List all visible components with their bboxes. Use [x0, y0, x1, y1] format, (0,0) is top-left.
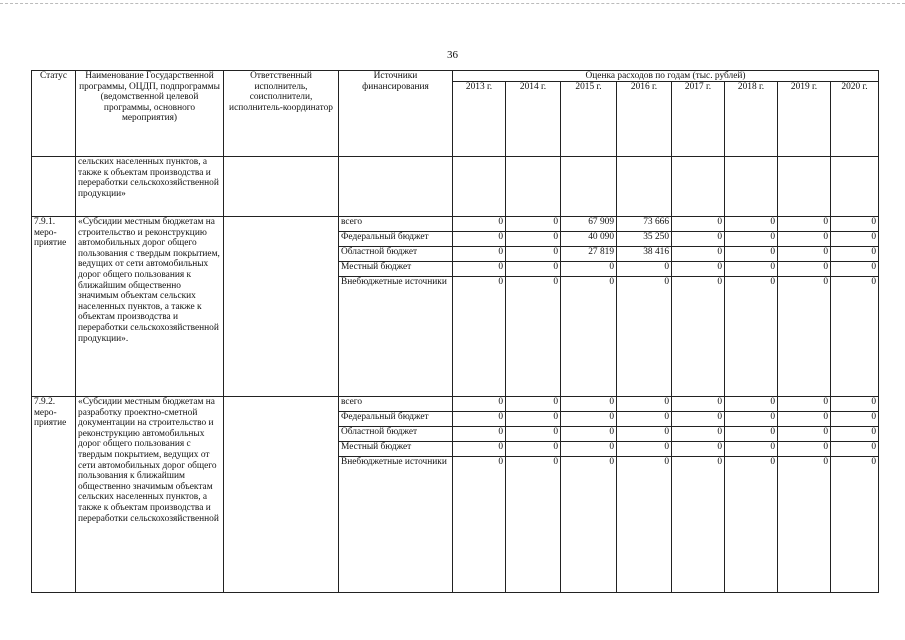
- value-cell: 0: [778, 427, 831, 442]
- value-cell: 0: [778, 412, 831, 427]
- header-year: 2014 г.: [506, 82, 561, 157]
- continuation-value-cell: [617, 157, 672, 217]
- value-cell: 0: [506, 247, 561, 262]
- page-number: 36: [447, 49, 458, 61]
- value-cell: 0: [561, 277, 617, 397]
- table-row: [32, 397, 879, 412]
- funding-source: Местный бюджет: [339, 262, 453, 277]
- value-cell: 0: [725, 427, 778, 442]
- continuation-value-cell: [506, 157, 561, 217]
- value-cell: 0: [672, 262, 725, 277]
- value-cell: 0: [561, 457, 617, 593]
- value-cell: 0: [453, 427, 506, 442]
- value-cell: 0: [725, 262, 778, 277]
- value-cell: 0: [561, 427, 617, 442]
- value-cell: 0: [617, 397, 672, 412]
- header-responsible: Ответственный исполнитель, соисполнители, исполнитель-координатор: [224, 71, 339, 157]
- value-cell: 0: [453, 412, 506, 427]
- value-cell: 0: [725, 397, 778, 412]
- header-estimate: Оценка расходов по годам (тыс. рублей): [453, 71, 879, 82]
- header-sources: Источники финансирования: [339, 71, 453, 157]
- value-cell: 0: [561, 412, 617, 427]
- funding-source: Местный бюджет: [339, 442, 453, 457]
- value-cell: 0: [725, 277, 778, 397]
- funding-source: Областной бюджет: [339, 247, 453, 262]
- value-cell: 0: [617, 442, 672, 457]
- continuation-responsible-cell: [224, 157, 339, 217]
- value-cell: 0: [831, 262, 879, 277]
- header-year: 2016 г.: [617, 82, 672, 157]
- value-cell: 35 250: [617, 232, 672, 247]
- header-year: 2013 г.: [453, 82, 506, 157]
- value-cell: 0: [672, 457, 725, 593]
- value-cell: 0: [778, 457, 831, 593]
- value-cell: 0: [561, 442, 617, 457]
- continuation-value-cell: [672, 157, 725, 217]
- value-cell: 0: [778, 277, 831, 397]
- value-cell: 0: [831, 457, 879, 593]
- status-cell: 7.9.1. меро-приятие: [32, 217, 76, 397]
- value-cell: 0: [506, 412, 561, 427]
- value-cell: 0: [672, 247, 725, 262]
- continuation-row: [32, 157, 879, 217]
- value-cell: 0: [561, 397, 617, 412]
- value-cell: 0: [453, 277, 506, 397]
- funding-source: Областной бюджет: [339, 427, 453, 442]
- measure-name: «Субсидии местным бюджетам на строительство и реконструкцию автомобильных дорог общего пользования с твердым покрытием, ведущих от сети автомобильных дорог общего пользования к ближайшим общественно значимым объектам сельских населенных пунктов, а также к объектам производства и переработки сельскохозяйственной продукции».: [76, 217, 224, 397]
- continuation-status-cell: [32, 157, 76, 217]
- header-status: Статус: [32, 71, 76, 157]
- value-cell: 0: [831, 247, 879, 262]
- value-cell: 0: [506, 397, 561, 412]
- value-cell: 0: [506, 277, 561, 397]
- value-cell: 40 090: [561, 232, 617, 247]
- continuation-source-cell: [339, 157, 453, 217]
- header-name: Наименование Государственной программы, ОЦДП, подпрограммы (ведомственной целевой программы, основного мероприятия): [76, 71, 224, 157]
- value-cell: 0: [506, 427, 561, 442]
- measure-name: «Субсидии местным бюджетам на разработку проектно-сметной документации на строительство и реконструкцию автомобильных дорог общего пользования с твердым покрытием, ведущих от сети автомобильных дорог общего пользования к ближайшим общественно значимым объектам сельских населенных пунктов, а также к объектам производства и переработки сельскохозяйственной: [76, 397, 224, 593]
- value-cell: 0: [725, 442, 778, 457]
- continuation-value-cell: [831, 157, 879, 217]
- value-cell: 27 819: [561, 247, 617, 262]
- header-year: 2020 г.: [831, 82, 879, 157]
- value-cell: 0: [725, 232, 778, 247]
- funding-source: Федеральный бюджет: [339, 412, 453, 427]
- funding-source: всего: [339, 397, 453, 412]
- funding-source: Внебюджетные источники: [339, 277, 453, 397]
- value-cell: 0: [831, 217, 879, 232]
- value-cell: 0: [672, 427, 725, 442]
- value-cell: 0: [453, 217, 506, 232]
- header-year: 2015 г.: [561, 82, 617, 157]
- value-cell: 0: [453, 442, 506, 457]
- value-cell: 73 666: [617, 217, 672, 232]
- scan-edge-line: [0, 3, 905, 4]
- value-cell: 0: [831, 397, 879, 412]
- value-cell: 0: [453, 457, 506, 593]
- value-cell: 0: [725, 457, 778, 593]
- value-cell: 0: [506, 232, 561, 247]
- value-cell: 38 416: [617, 247, 672, 262]
- value-cell: 0: [617, 277, 672, 397]
- continuation-value-cell: [725, 157, 778, 217]
- budget-table: [31, 70, 879, 593]
- value-cell: 0: [506, 262, 561, 277]
- value-cell: 0: [617, 262, 672, 277]
- value-cell: 0: [506, 217, 561, 232]
- value-cell: 0: [617, 427, 672, 442]
- status-cell: 7.9.2. меро-приятие: [32, 397, 76, 593]
- value-cell: 0: [672, 277, 725, 397]
- funding-source: всего: [339, 217, 453, 232]
- value-cell: 0: [778, 232, 831, 247]
- value-cell: 0: [778, 442, 831, 457]
- header-year: 2019 г.: [778, 82, 831, 157]
- value-cell: 0: [453, 232, 506, 247]
- value-cell: 0: [453, 262, 506, 277]
- value-cell: 0: [725, 217, 778, 232]
- table-row: [32, 217, 879, 232]
- value-cell: 0: [725, 412, 778, 427]
- value-cell: 0: [506, 442, 561, 457]
- value-cell: 0: [831, 442, 879, 457]
- value-cell: 0: [672, 412, 725, 427]
- value-cell: 0: [672, 217, 725, 232]
- value-cell: 0: [672, 232, 725, 247]
- funding-source: Федеральный бюджет: [339, 232, 453, 247]
- value-cell: 0: [778, 262, 831, 277]
- value-cell: 0: [506, 457, 561, 593]
- value-cell: 0: [831, 412, 879, 427]
- value-cell: 0: [725, 247, 778, 262]
- responsible-cell: [224, 217, 339, 397]
- value-cell: 67 909: [561, 217, 617, 232]
- continuation-value-cell: [778, 157, 831, 217]
- value-cell: 0: [831, 427, 879, 442]
- funding-source: Внебюджетные источники: [339, 457, 453, 593]
- continuation-value-cell: [561, 157, 617, 217]
- header-year: 2017 г.: [672, 82, 725, 157]
- header-year: 2018 г.: [725, 82, 778, 157]
- value-cell: 0: [453, 397, 506, 412]
- value-cell: 0: [831, 232, 879, 247]
- value-cell: 0: [778, 217, 831, 232]
- header-row-1: [32, 71, 879, 82]
- value-cell: 0: [778, 247, 831, 262]
- responsible-cell: [224, 397, 339, 593]
- continuation-name: сельских населенных пунктов, а также к объектам производства и переработки сельскохозяйственной продукции»: [76, 157, 224, 217]
- value-cell: 0: [672, 397, 725, 412]
- value-cell: 0: [561, 262, 617, 277]
- value-cell: 0: [778, 397, 831, 412]
- value-cell: 0: [453, 247, 506, 262]
- value-cell: 0: [672, 442, 725, 457]
- value-cell: 0: [831, 277, 879, 397]
- value-cell: 0: [617, 412, 672, 427]
- value-cell: 0: [617, 457, 672, 593]
- continuation-value-cell: [453, 157, 506, 217]
